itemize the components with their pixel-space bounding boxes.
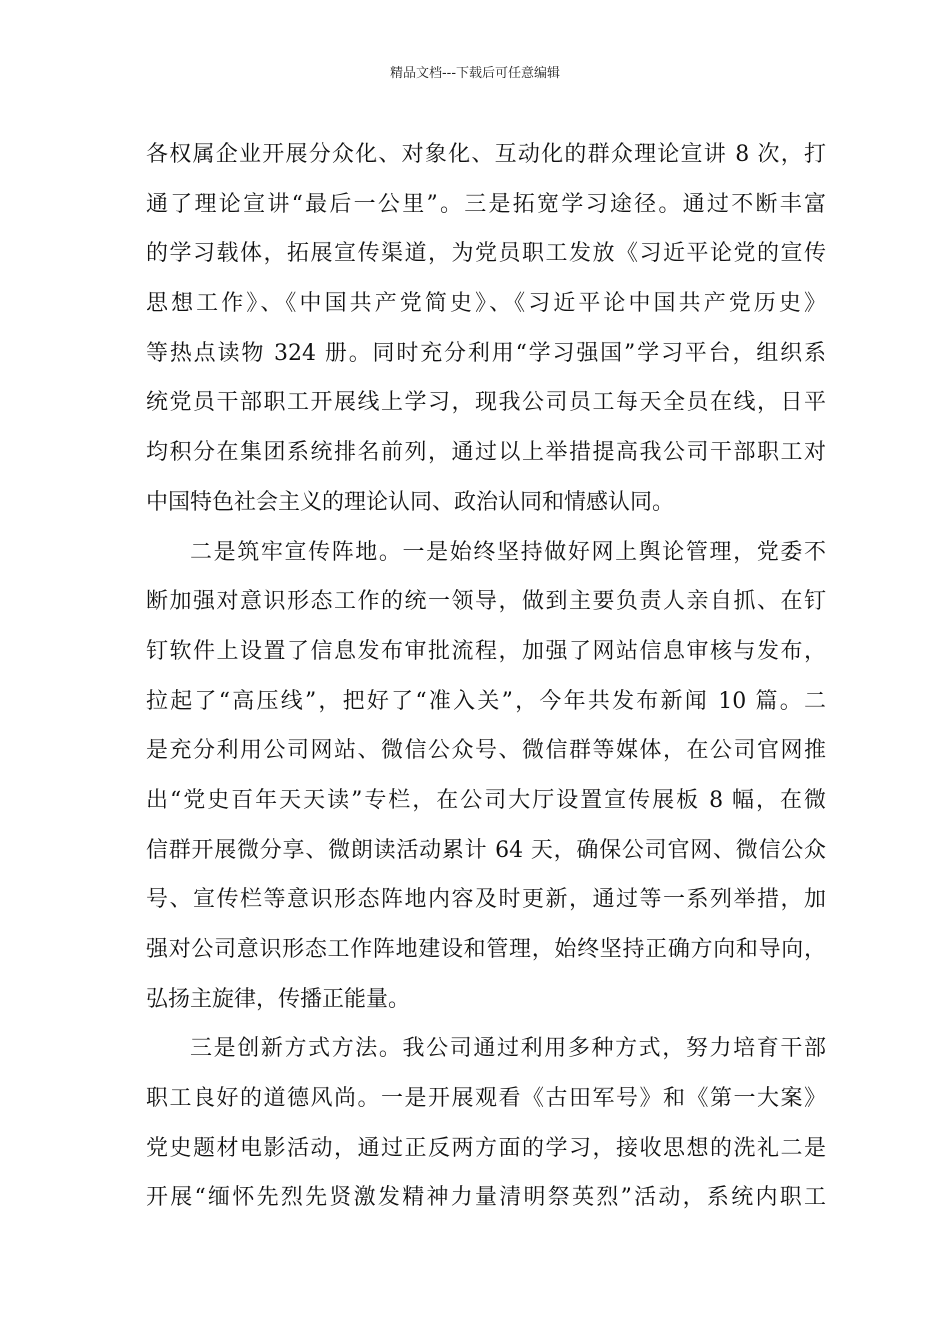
page-header: 精品文档---下载后可任意编辑 bbox=[389, 66, 561, 81]
document-body bbox=[146, 130, 826, 1223]
paragraph-line: 职工良好的道德风尚。一是开展观看《古田军号》和《第一大案》 bbox=[146, 1086, 826, 1112]
paragraph-line: 开展“缅怀先烈先贤激发精神力量清明祭英烈”活动，系统内职工 bbox=[146, 1185, 826, 1211]
paragraph-line: 二是筑牢宣传阵地。一是始终坚持做好网上舆论管理，党委不 bbox=[190, 539, 826, 565]
paragraph-line: 各权属企业开展分众化、对象化、互动化的群众理论宣讲 8 次，打 bbox=[146, 142, 826, 167]
paragraph-line: 拉起了“高压线”，把好了“准入关”，今年共发布新闻 10 篇。二 bbox=[146, 688, 826, 714]
paragraph-line: 出“党史百年天天读”专栏，在公司大厅设置宣传展板 8 幅，在微 bbox=[146, 787, 826, 813]
paragraph-line: 的学习载体，拓展宣传渠道，为党员职工发放《习近平论党的宣传 bbox=[146, 241, 826, 267]
paragraph-line: 钉软件上设置了信息发布审批流程，加强了网站信息审核与发布， bbox=[146, 638, 826, 664]
paragraph-line: 弘扬主旋律，传播正能量。 bbox=[146, 986, 411, 1012]
paragraph-line: 是充分利用公司网站、微信公众号、微信群等媒体，在公司官网推 bbox=[146, 738, 826, 764]
paragraph-line: 断加强对意识形态工作的统一领导，做到主要负责人亲自抓、在钉 bbox=[146, 589, 826, 615]
paragraph-line: 等热点读物 324 册。同时充分利用“学习强国”学习平台，组织系 bbox=[146, 340, 826, 366]
paragraph-line: 通了理论宣讲“最后一公里”。三是拓宽学习途径。通过不断丰富 bbox=[146, 191, 826, 217]
paragraph-line: 号、宣传栏等意识形态阵地内容及时更新，通过等一系列举措，加 bbox=[146, 887, 826, 913]
paragraph-line: 党史题材电影活动，通过正反两方面的学习，接收思想的洗礼二是 bbox=[146, 1135, 826, 1161]
paragraph-line: 思想工作》、《中国共产党简史》、《习近平论中国共产党历史》 bbox=[146, 291, 826, 317]
paragraph-line: 统党员干部职工开展线上学习，现我公司员工每天全员在线，日平 bbox=[146, 390, 826, 416]
paragraph-line: 强对公司意识形态工作阵地建设和管理，始终坚持正确方向和导向， bbox=[146, 937, 826, 962]
paragraph-line: 中国特色社会主义的理论认同、政治认同和情感认同。 bbox=[146, 489, 675, 515]
paragraph-line: 均积分在集团系统排名前列，通过以上举措提高我公司干部职工对 bbox=[146, 440, 826, 466]
paragraph-line: 三是创新方式方法。我公司通过利用多种方式，努力培育干部 bbox=[190, 1036, 826, 1062]
paragraph-line: 信群开展微分享、微朗读活动累计 64 天，确保公司官网、微信公众 bbox=[146, 837, 826, 863]
